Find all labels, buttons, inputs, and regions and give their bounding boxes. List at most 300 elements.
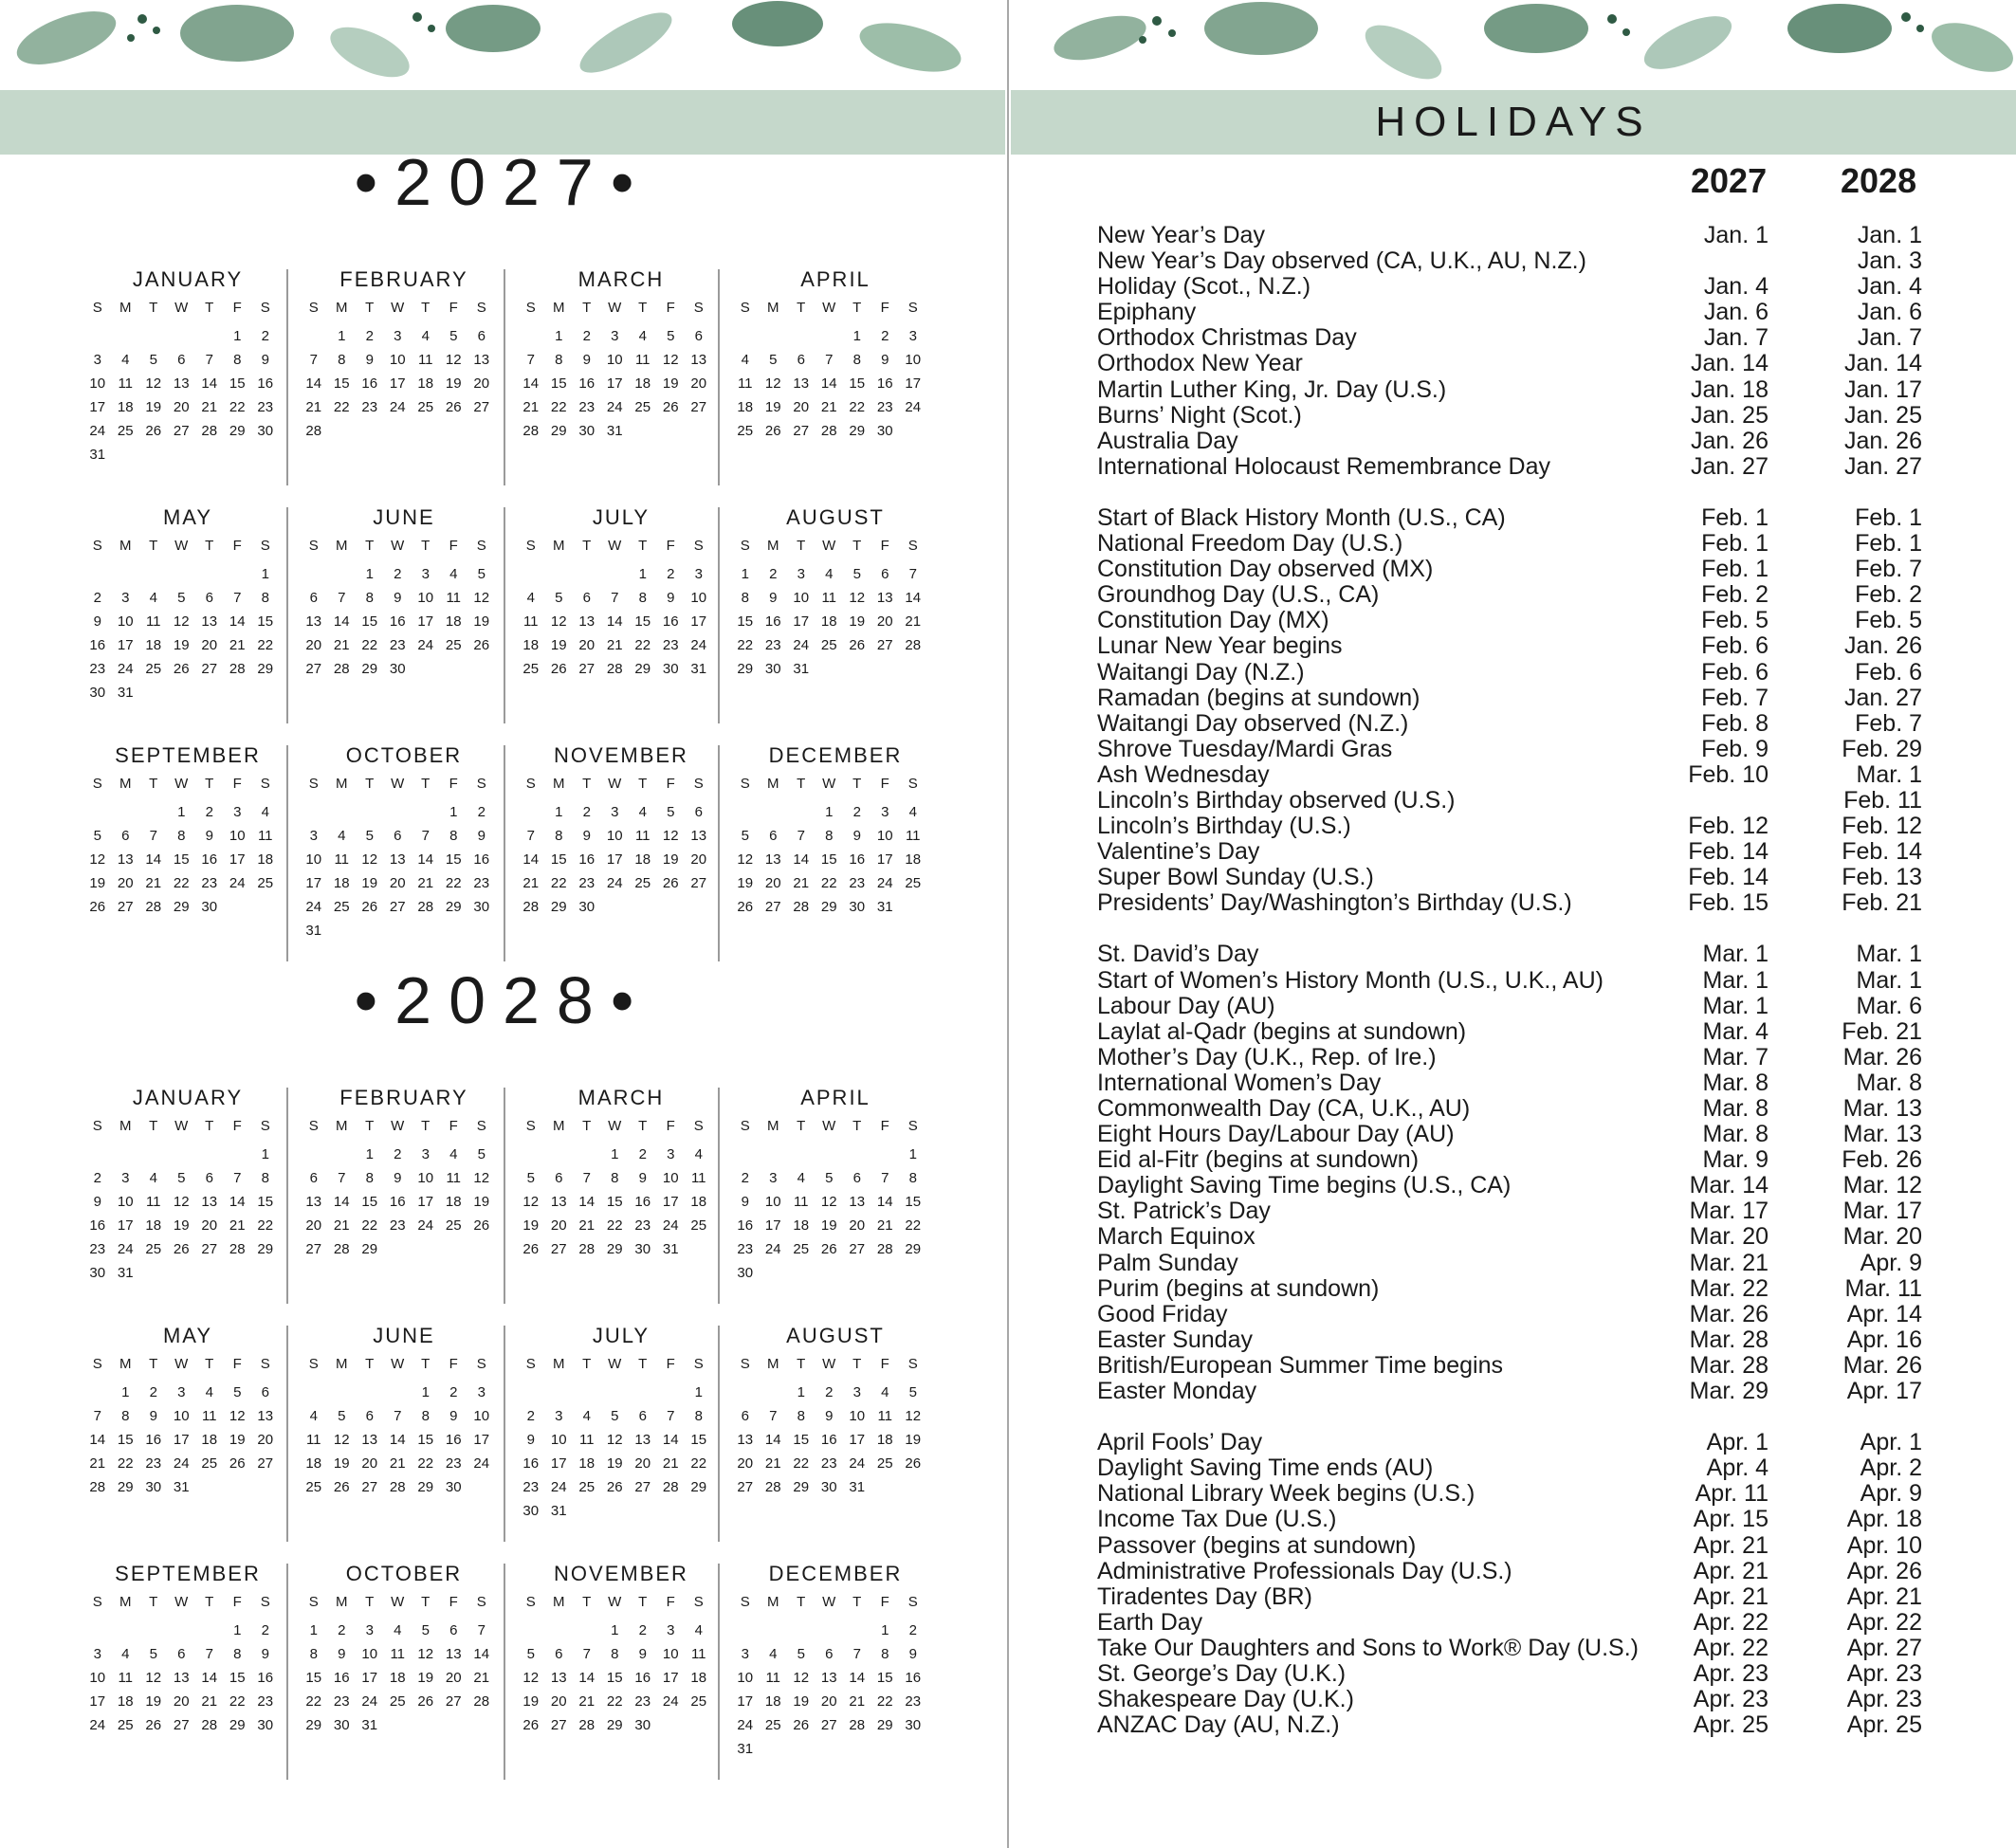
day-number: 17 (389, 375, 406, 392)
month-block (300, 1562, 508, 1761)
day-number: 24 (849, 1455, 866, 1472)
holiday-row (1097, 1224, 1922, 1250)
day-number: 28 (417, 899, 434, 915)
day-number: 21 (305, 399, 322, 415)
weekday-letter: T (421, 1356, 431, 1372)
day-number: 6 (582, 590, 591, 606)
day-number: 11 (905, 828, 921, 844)
day-number: 8 (449, 828, 458, 844)
weekday-letter: M (336, 776, 348, 792)
holiday-row (1097, 325, 1922, 351)
day-number: 22 (445, 875, 462, 891)
weekday-letter: S (476, 538, 486, 554)
holiday-date-2028: Apr. 9 (1860, 1480, 1922, 1508)
day-number: 22 (820, 875, 837, 891)
day-number: 21 (145, 875, 162, 891)
day-number: 16 (662, 613, 679, 630)
day-number: 2 (261, 1622, 269, 1638)
day-number: 24 (417, 1217, 434, 1234)
day-number: 7 (611, 590, 619, 606)
day-number: 14 (876, 1194, 893, 1210)
holiday-date-2028: Feb. 1 (1855, 530, 1922, 558)
day-number: 9 (205, 828, 213, 844)
day-number: 27 (634, 1479, 651, 1495)
day-number: 4 (421, 328, 430, 344)
day-number: 10 (606, 352, 623, 368)
holiday-date-2028: Jan. 26 (1843, 427, 1922, 454)
day-number: 21 (876, 1217, 893, 1234)
day-number: 25 (333, 899, 350, 915)
day-number: 25 (905, 875, 922, 891)
day-number: 13 (117, 851, 134, 868)
weekday-letter: W (174, 776, 189, 792)
holiday-row (1097, 839, 1922, 865)
day-grid (300, 324, 508, 443)
day-number: 29 (820, 899, 837, 915)
day-number: 28 (662, 1479, 679, 1495)
day-number: 16 (634, 1670, 651, 1686)
day-number: 20 (550, 1693, 567, 1710)
day-number: 14 (793, 851, 810, 868)
day-number: 31 (117, 685, 134, 701)
day-number: 2 (908, 1622, 917, 1638)
weekday-header (300, 1356, 508, 1372)
holiday-date-2028: Jan. 3 (1857, 247, 1922, 275)
day-number: 22 (876, 1693, 893, 1710)
holiday-date-2028: Apr. 21 (1846, 1583, 1922, 1610)
weekday-letter: T (797, 538, 806, 554)
day-number: 31 (737, 1741, 754, 1757)
day-number: 5 (149, 352, 157, 368)
holiday-date-2028: Apr. 16 (1846, 1326, 1922, 1353)
month-name: FEBRUARY (339, 267, 468, 291)
day-number: 19 (173, 637, 190, 653)
holiday-row (1097, 633, 1922, 659)
holiday-row (1097, 1276, 1922, 1302)
day-number: 17 (117, 1217, 134, 1234)
day-number: 20 (793, 399, 810, 415)
month-divider (286, 1564, 288, 1780)
weekday-letter: T (205, 300, 214, 316)
day-number: 3 (177, 1384, 186, 1400)
weekday-letter: S (92, 538, 102, 554)
day-number: 13 (690, 828, 707, 844)
day-number: 6 (638, 1408, 647, 1424)
holiday-row (1097, 531, 1922, 557)
day-number: 5 (611, 1408, 619, 1424)
weekday-letter: T (421, 300, 431, 316)
day-number: 20 (690, 375, 707, 392)
month-block (517, 1086, 725, 1285)
day-number: 13 (201, 613, 218, 630)
day-number: 5 (667, 328, 675, 344)
day-number: 3 (555, 1408, 563, 1424)
day-number: 20 (737, 1455, 754, 1472)
weekday-letter: S (525, 1356, 536, 1372)
day-number: 5 (449, 328, 458, 344)
day-number: 4 (741, 352, 749, 368)
day-number: 22 (333, 399, 350, 415)
day-number: 2 (582, 328, 591, 344)
day-grid (517, 324, 725, 443)
day-number: 31 (876, 899, 893, 915)
day-number: 28 (905, 637, 922, 653)
day-number: 23 (389, 1217, 406, 1234)
holiday-row (1097, 1122, 1922, 1147)
month-block (300, 743, 508, 942)
holiday-date-2028: Mar. 1 (1856, 760, 1922, 788)
weekday-letter: S (740, 1356, 750, 1372)
day-number: 17 (89, 1693, 106, 1710)
day-number: 21 (849, 1693, 866, 1710)
day-number: 15 (793, 1432, 810, 1448)
holiday-date-2027: Apr. 15 (1693, 1506, 1769, 1533)
day-number: 18 (117, 399, 134, 415)
day-number: 11 (305, 1432, 321, 1448)
day-grid (517, 1619, 725, 1737)
day-grid (83, 800, 292, 919)
weekday-letter: S (308, 300, 319, 316)
weekday-letter: W (822, 1356, 836, 1372)
day-number: 17 (606, 851, 623, 868)
holiday-date-2028: Feb. 21 (1842, 889, 1922, 917)
day-grid (83, 1381, 292, 1499)
month-block (83, 743, 292, 942)
day-number: 1 (233, 328, 242, 344)
day-number: 15 (690, 1432, 707, 1448)
holiday-date-2027: Apr. 1 (1706, 1429, 1769, 1456)
day-number: 5 (825, 1170, 834, 1186)
holiday-row (1097, 1636, 1922, 1661)
day-number: 28 (578, 1717, 596, 1733)
weekday-header (731, 1356, 940, 1372)
day-number: 14 (905, 590, 922, 606)
day-number: 31 (89, 447, 106, 463)
day-number: 13 (173, 375, 190, 392)
day-number: 19 (361, 875, 378, 891)
holiday-date-2027: Feb. 1 (1701, 503, 1769, 531)
day-number: 29 (445, 899, 462, 915)
day-number: 2 (638, 1146, 647, 1162)
weekday-letter: T (205, 538, 214, 554)
day-grid (731, 1619, 940, 1761)
weekday-letter: W (608, 776, 622, 792)
weekday-header (83, 1356, 292, 1372)
day-number: 4 (797, 1170, 805, 1186)
weekday-letter: S (308, 538, 319, 554)
weekday-letter: S (260, 776, 270, 792)
day-number: 20 (201, 637, 218, 653)
day-number: 18 (905, 851, 922, 868)
day-number: 28 (201, 423, 218, 439)
day-number: 11 (446, 590, 462, 606)
day-number: 19 (764, 399, 781, 415)
holiday-name: Shrove Tuesday/Mardi Gras (1097, 735, 1393, 762)
day-number: 26 (737, 899, 754, 915)
holiday-row (1097, 505, 1922, 531)
day-number: 7 (825, 352, 834, 368)
day-number: 13 (578, 613, 596, 630)
day-number: 24 (905, 399, 922, 415)
holiday-row (1097, 1251, 1922, 1276)
day-number: 10 (662, 1646, 679, 1662)
holiday-name: Lincoln’s Birthday (U.S.) (1097, 813, 1351, 840)
holiday-date-2028: Jan. 27 (1843, 684, 1922, 711)
day-number: 12 (550, 613, 567, 630)
day-number: 20 (173, 399, 190, 415)
month-block (83, 1324, 292, 1523)
weekday-letter: T (149, 776, 158, 792)
day-number: 5 (177, 590, 186, 606)
month-name: SEPTEMBER (115, 743, 261, 767)
day-number: 6 (555, 1646, 563, 1662)
day-number: 11 (877, 1408, 893, 1424)
day-number: 23 (89, 1241, 106, 1257)
day-number: 14 (305, 375, 322, 392)
day-number: 6 (261, 1384, 269, 1400)
day-number: 31 (173, 1479, 190, 1495)
holiday-date-2028: Jan. 27 (1843, 452, 1922, 480)
holiday-name: Martin Luther King, Jr. Day (U.S.) (1097, 375, 1447, 403)
day-number: 16 (737, 1217, 754, 1234)
holiday-name: New Year’s Day observed (CA, U.K., AU, N.Z.) (1097, 247, 1586, 275)
holiday-name: Take Our Daughters and Sons to Work® Day (U.S.) (1097, 1634, 1639, 1661)
day-number: 17 (417, 1194, 434, 1210)
day-number: 23 (820, 1455, 837, 1472)
weekday-letter: F (449, 300, 458, 316)
day-number: 18 (257, 851, 274, 868)
day-number: 30 (257, 423, 274, 439)
weekday-letter: S (693, 1594, 704, 1610)
holiday-row (1097, 711, 1922, 737)
holiday-name: Burns’ Night (Scot.) (1097, 401, 1302, 429)
day-number: 3 (93, 352, 101, 368)
day-number: 15 (606, 1194, 623, 1210)
day-number: 24 (876, 875, 893, 891)
holiday-name: Holiday (Scot., N.Z.) (1097, 273, 1311, 301)
weekday-letter: F (232, 776, 242, 792)
weekday-letter: F (880, 1594, 889, 1610)
day-number: 14 (333, 613, 350, 630)
day-number: 8 (233, 352, 242, 368)
day-number: 5 (338, 1408, 346, 1424)
holiday-date-2028: Feb. 11 (1843, 786, 1922, 814)
day-number: 7 (908, 566, 917, 582)
holiday-date-2027: Feb. 14 (1688, 838, 1769, 866)
day-number: 27 (389, 899, 406, 915)
day-number: 20 (634, 1455, 651, 1472)
month-divider (504, 1088, 505, 1304)
day-number: 29 (606, 1717, 623, 1733)
day-number: 7 (205, 352, 213, 368)
day-number: 16 (89, 637, 106, 653)
weekday-letter: T (365, 1356, 375, 1372)
day-number: 14 (662, 1432, 679, 1448)
day-number: 23 (634, 1693, 651, 1710)
month-name: MAY (162, 505, 213, 529)
holiday-date-2027: Feb. 10 (1688, 760, 1769, 788)
day-number: 19 (820, 1217, 837, 1234)
day-number: 7 (205, 1646, 213, 1662)
day-number: 26 (145, 1717, 162, 1733)
month-block (731, 1562, 940, 1761)
weekday-letter: M (119, 538, 132, 554)
day-number: 22 (257, 637, 274, 653)
holiday-row (1097, 1559, 1922, 1584)
weekday-letter: W (822, 1594, 836, 1610)
weekday-letter: S (260, 300, 270, 316)
month-divider (504, 745, 505, 961)
holiday-date-2028: Mar. 8 (1856, 1069, 1922, 1096)
day-number: 1 (555, 804, 563, 820)
day-number: 24 (662, 1217, 679, 1234)
day-number: 16 (201, 851, 218, 868)
month-name: APRIL (800, 1086, 871, 1109)
day-number: 31 (305, 923, 322, 939)
weekday-letter: S (907, 1118, 918, 1134)
day-number: 26 (145, 423, 162, 439)
holiday-name: Daylight Saving Time ends (AU) (1097, 1455, 1434, 1482)
weekday-letter: M (553, 776, 565, 792)
day-number: 11 (522, 613, 539, 630)
weekday-letter: F (232, 1356, 242, 1372)
day-number: 21 (578, 1217, 596, 1234)
day-number: 19 (473, 1194, 490, 1210)
weekday-header (83, 300, 292, 316)
day-grid (517, 562, 725, 681)
day-number: 28 (522, 423, 540, 439)
holiday-date-2027: Mar. 1 (1702, 941, 1769, 968)
weekday-letter: F (232, 1118, 242, 1134)
day-number: 4 (769, 1646, 778, 1662)
day-number: 8 (694, 1408, 703, 1424)
month-divider (286, 1326, 288, 1542)
holiday-name: Daylight Saving Time begins (U.S., CA) (1097, 1172, 1512, 1199)
day-number: 12 (361, 851, 378, 868)
day-number: 26 (473, 637, 490, 653)
day-number: 3 (908, 328, 917, 344)
holiday-date-2028: Feb. 7 (1855, 556, 1922, 583)
day-number: 2 (338, 1622, 346, 1638)
holiday-date-2028: Feb. 2 (1855, 581, 1922, 609)
day-number: 22 (361, 1217, 378, 1234)
holiday-date-2027: Apr. 11 (1695, 1480, 1769, 1508)
day-number: 11 (118, 375, 134, 392)
weekday-letter: T (638, 1594, 648, 1610)
day-number: 28 (229, 1241, 246, 1257)
weekday-header (517, 538, 725, 554)
column-header-2028: 2028 (1841, 161, 1917, 200)
day-number: 20 (117, 875, 134, 891)
holiday-date-2028: Jan. 26 (1843, 632, 1922, 660)
day-grid (83, 324, 292, 467)
day-number: 4 (694, 1146, 703, 1162)
weekday-letter: M (336, 1118, 348, 1134)
weekday-letter: S (740, 776, 750, 792)
day-number: 31 (606, 423, 623, 439)
day-number: 15 (257, 613, 274, 630)
month-block (731, 505, 940, 704)
day-number: 8 (611, 1646, 619, 1662)
day-number: 5 (177, 1170, 186, 1186)
weekday-letter: M (119, 1594, 132, 1610)
holiday-date-2027: Jan. 18 (1690, 375, 1769, 403)
day-number: 24 (89, 1717, 106, 1733)
holiday-row (1097, 968, 1922, 994)
holiday-name: Constitution Day (MX) (1097, 607, 1329, 634)
day-number: 25 (876, 1455, 893, 1472)
day-number: 1 (694, 1384, 703, 1400)
day-number: 1 (338, 328, 346, 344)
holiday-date-2027: Mar. 22 (1689, 1274, 1769, 1302)
month-block (517, 505, 725, 704)
day-number: 10 (793, 590, 810, 606)
weekday-letter: S (260, 538, 270, 554)
weekday-letter: M (336, 1594, 348, 1610)
day-number: 25 (445, 1217, 462, 1234)
holiday-date-2027: Feb. 14 (1688, 864, 1769, 891)
day-number: 26 (522, 1717, 540, 1733)
day-number: 10 (849, 1408, 866, 1424)
day-number: 24 (389, 399, 406, 415)
day-number: 9 (261, 1646, 269, 1662)
holiday-date-2028: Feb. 14 (1842, 838, 1922, 866)
day-number: 21 (578, 1693, 596, 1710)
day-number: 1 (555, 328, 563, 344)
day-number: 27 (764, 899, 781, 915)
day-number: 10 (89, 375, 106, 392)
day-number: 28 (578, 1241, 596, 1257)
day-number: 30 (257, 1717, 274, 1733)
day-number: 3 (394, 328, 402, 344)
weekday-letter: T (638, 1356, 648, 1372)
day-number: 21 (522, 875, 540, 891)
holiday-date-2027: Mar. 28 (1689, 1326, 1769, 1353)
day-number: 14 (389, 1432, 406, 1448)
day-number: 12 (229, 1408, 246, 1424)
day-number: 22 (229, 399, 246, 415)
day-number: 6 (309, 590, 318, 606)
weekday-letter: M (767, 538, 779, 554)
holiday-date-2028: Mar. 12 (1842, 1172, 1922, 1199)
day-number: 23 (361, 399, 378, 415)
day-number: 21 (201, 1693, 218, 1710)
day-number: 24 (793, 637, 810, 653)
day-number: 19 (606, 1455, 623, 1472)
weekday-letter: S (907, 776, 918, 792)
holiday-name: National Freedom Day (U.S.) (1097, 530, 1403, 558)
holiday-row (1097, 1379, 1922, 1404)
day-number: 30 (89, 1265, 106, 1281)
day-number: 22 (634, 637, 651, 653)
weekday-letter: S (693, 1356, 704, 1372)
day-number: 21 (473, 1670, 490, 1686)
day-number: 18 (522, 637, 540, 653)
day-number: 13 (257, 1408, 274, 1424)
day-number: 10 (389, 352, 406, 368)
day-number: 12 (89, 851, 106, 868)
day-number: 29 (361, 661, 378, 677)
weekday-letter: T (852, 1594, 862, 1610)
holiday-name: St. David’s Day (1097, 941, 1259, 968)
weekday-letter: T (205, 1356, 214, 1372)
day-number: 7 (149, 828, 157, 844)
day-number: 22 (305, 1693, 322, 1710)
day-number: 29 (305, 1717, 322, 1733)
day-number: 20 (445, 1670, 462, 1686)
weekday-letter: W (174, 1594, 189, 1610)
holiday-row (1097, 403, 1922, 429)
